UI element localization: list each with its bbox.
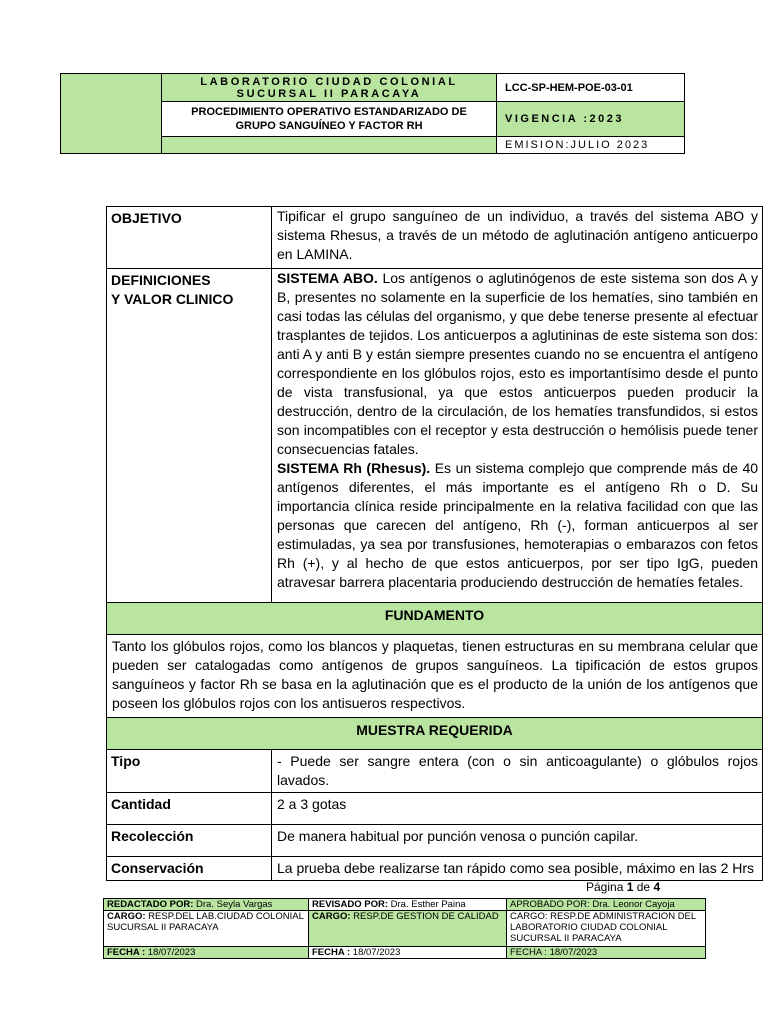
- muestra-row-recoleccion: [107, 825, 763, 857]
- cargo2-label: CARGO:: [312, 911, 351, 922]
- fundamento-title: FUNDAMENTO: [107, 603, 763, 635]
- conservacion-value: La prueba debe realizarse tan rápido como sea posible, máximo en las 2 Hrs: [272, 857, 763, 881]
- fecha2-label: FECHA :: [312, 947, 351, 958]
- fecha2-value: 18/07/2023: [350, 947, 401, 958]
- page-prefix: Página: [586, 880, 624, 894]
- procedure-title: [162, 102, 497, 137]
- procedure-title-line2: GRUPO SANGUÍNEO Y FACTOR RH: [235, 120, 423, 132]
- header-empty-cell: [162, 137, 497, 154]
- rh-text: Es un sistema complejo que comprende más de 40 antígenos diferentes, el más importante es el antígeno Rh o D. Su importancia clínica reside principalmente en la relativa facilidad con que las personas que carecen del antígeno, Rh (-), forman anticuerpos al ser estimuladas, ya sea por transfusiones, hemoterapias o embarazos con fetos Rh (+), y al hecho de que estos anticuerpos, por ser tipo IgG, pueden atravesar barrera placentaria produciendo destrucción de hematíes fetales.: [277, 460, 759, 590]
- cantidad-value: 2 a 3 gotas: [272, 793, 763, 825]
- page-sep: de: [636, 880, 651, 894]
- objetivo-text: Tipificar el grupo sanguíneo de un individuo, a través del sistema ABO y sistema Rhesus, a través de un método de aglutinación antígeno anticuerpo en LAMINA.: [272, 207, 763, 269]
- logo-cell: [61, 74, 162, 154]
- document-header: [60, 73, 685, 154]
- page-number: [586, 880, 660, 894]
- redactado-label: REDACTADO POR:: [107, 899, 194, 910]
- lab-name-line1: LABORATORIO CIUDAD COLONIAL: [200, 75, 458, 88]
- redactado-name: Dra. Seyla Vargas: [193, 899, 273, 910]
- fecha2-cell: [309, 947, 507, 959]
- muestra-header-row: [107, 718, 763, 750]
- vigencia: VIGENCIA :2023: [497, 102, 685, 137]
- cargo1-label: CARGO:: [107, 911, 146, 922]
- approval-table: [103, 898, 706, 959]
- procedure-table: [106, 206, 763, 881]
- muestra-row-conservacion: [107, 857, 763, 881]
- cargo3-cell: CARGO: RESP.DE ADMINISTRACION DEL LABORATORIO CIUDAD COLONIAL SUCURSAL II PARACAYA: [507, 911, 706, 947]
- abo-title: SISTEMA ABO.: [277, 270, 378, 286]
- objetivo-row: [107, 207, 763, 269]
- fecha1-value: 18/07/2023: [145, 947, 196, 958]
- definiciones-label-line2: Y VALOR CLINICO: [111, 291, 234, 307]
- recoleccion-value: De manera habitual por punción venosa o punción capilar.: [272, 825, 763, 857]
- rh-paragraph: [277, 459, 758, 592]
- muestra-row-tipo: [107, 750, 763, 793]
- cargo2-text: RESP.DE GESTION DE CALIDAD: [350, 911, 499, 922]
- fecha1-label: FECHA :: [107, 947, 146, 958]
- revisado-name: Dra. Esther Paina: [388, 899, 466, 910]
- fundamento-header-row: [107, 603, 763, 635]
- objetivo-label: OBJETIVO: [107, 207, 272, 269]
- lab-name-line2: SUCURSAL II PARACAYA: [236, 87, 422, 100]
- page-current: 1: [626, 880, 634, 894]
- cargo1-text: RESP.DEL LAB.CIUDAD COLONIAL SUCURSAL II PARACAYA: [107, 911, 304, 933]
- rh-title: SISTEMA Rh (Rhesus).: [277, 460, 431, 476]
- definiciones-label: [107, 269, 272, 603]
- definiciones-row: [107, 269, 763, 603]
- aprobado-cell: APROBADO POR: Dra. Leonor Cayoja: [507, 899, 706, 911]
- recoleccion-label: Recolección: [107, 825, 272, 857]
- cantidad-label: Cantidad: [107, 793, 272, 825]
- abo-paragraph: [277, 269, 758, 459]
- definiciones-label-line1: DEFINICIONES: [111, 272, 211, 288]
- fecha3-cell: FECHA : 18/07/2023: [507, 947, 706, 959]
- muestra-title: MUESTRA REQUERIDA: [107, 718, 763, 750]
- abo-text: Los antígenos o aglutinógenos de este sistema son dos A y B, presentes no solamente en la superficie de los hematíes, sino también en casi todas las células del organismo, y que debe tenerse presente al efectuar trasplantes de tejidos. Los anticuerpos a aglutininas de este sistema son dos: anti A y anti B y están siempre presentes cuando no se encuentra el antígeno correspondiente en los glóbulos rojos, esto es importantísimo desde el punto de vista transfusional, ya que estos anticuerpos pueden producir la destrucción, dentro de la circulación, de los hematíes transfundidos, si estos son incompatibles con el receptor y esta destrucción o hemólisis puede tener consecuencias fatales.: [277, 270, 758, 457]
- definiciones-text: [272, 269, 763, 603]
- fundamento-text: Tanto los glóbulos rojos, como los blancos y plaquetas, tienen estructuras en su membrana celular que pueden ser catalogadas como antígenos de grupos sanguíneos. La tipificación de estos grupos sanguíneos y factor Rh se basa en la aglutinación que es el producto de la unión de los antígenos que poseen los glóbulos rojos con los antisueros respectivos.: [107, 635, 763, 718]
- revisado-cell: [309, 899, 507, 911]
- document-code: LCC-SP-HEM-POE-03-01: [497, 74, 685, 102]
- tipo-value: - Puede ser sangre entera (con o sin anticoagulante) o glóbulos rojos lavados.: [272, 750, 763, 793]
- procedure-title-line1: PROCEDIMIENTO OPERATIVO ESTANDARIZADO DE: [191, 106, 467, 118]
- muestra-row-cantidad: [107, 793, 763, 825]
- redactado-cell: [104, 899, 309, 911]
- revisado-label: REVISADO POR:: [312, 899, 389, 910]
- cargo1-cell: [104, 911, 309, 947]
- fundamento-row: [107, 635, 763, 718]
- emision: EMISION:JULIO 2023: [497, 137, 685, 154]
- lab-name: [162, 74, 497, 102]
- page-total: 4: [653, 880, 661, 894]
- fecha1-cell: [104, 947, 309, 959]
- cargo2-cell: [309, 911, 507, 947]
- tipo-label: Tipo: [107, 750, 272, 793]
- conservacion-label: Conservación: [107, 857, 272, 881]
